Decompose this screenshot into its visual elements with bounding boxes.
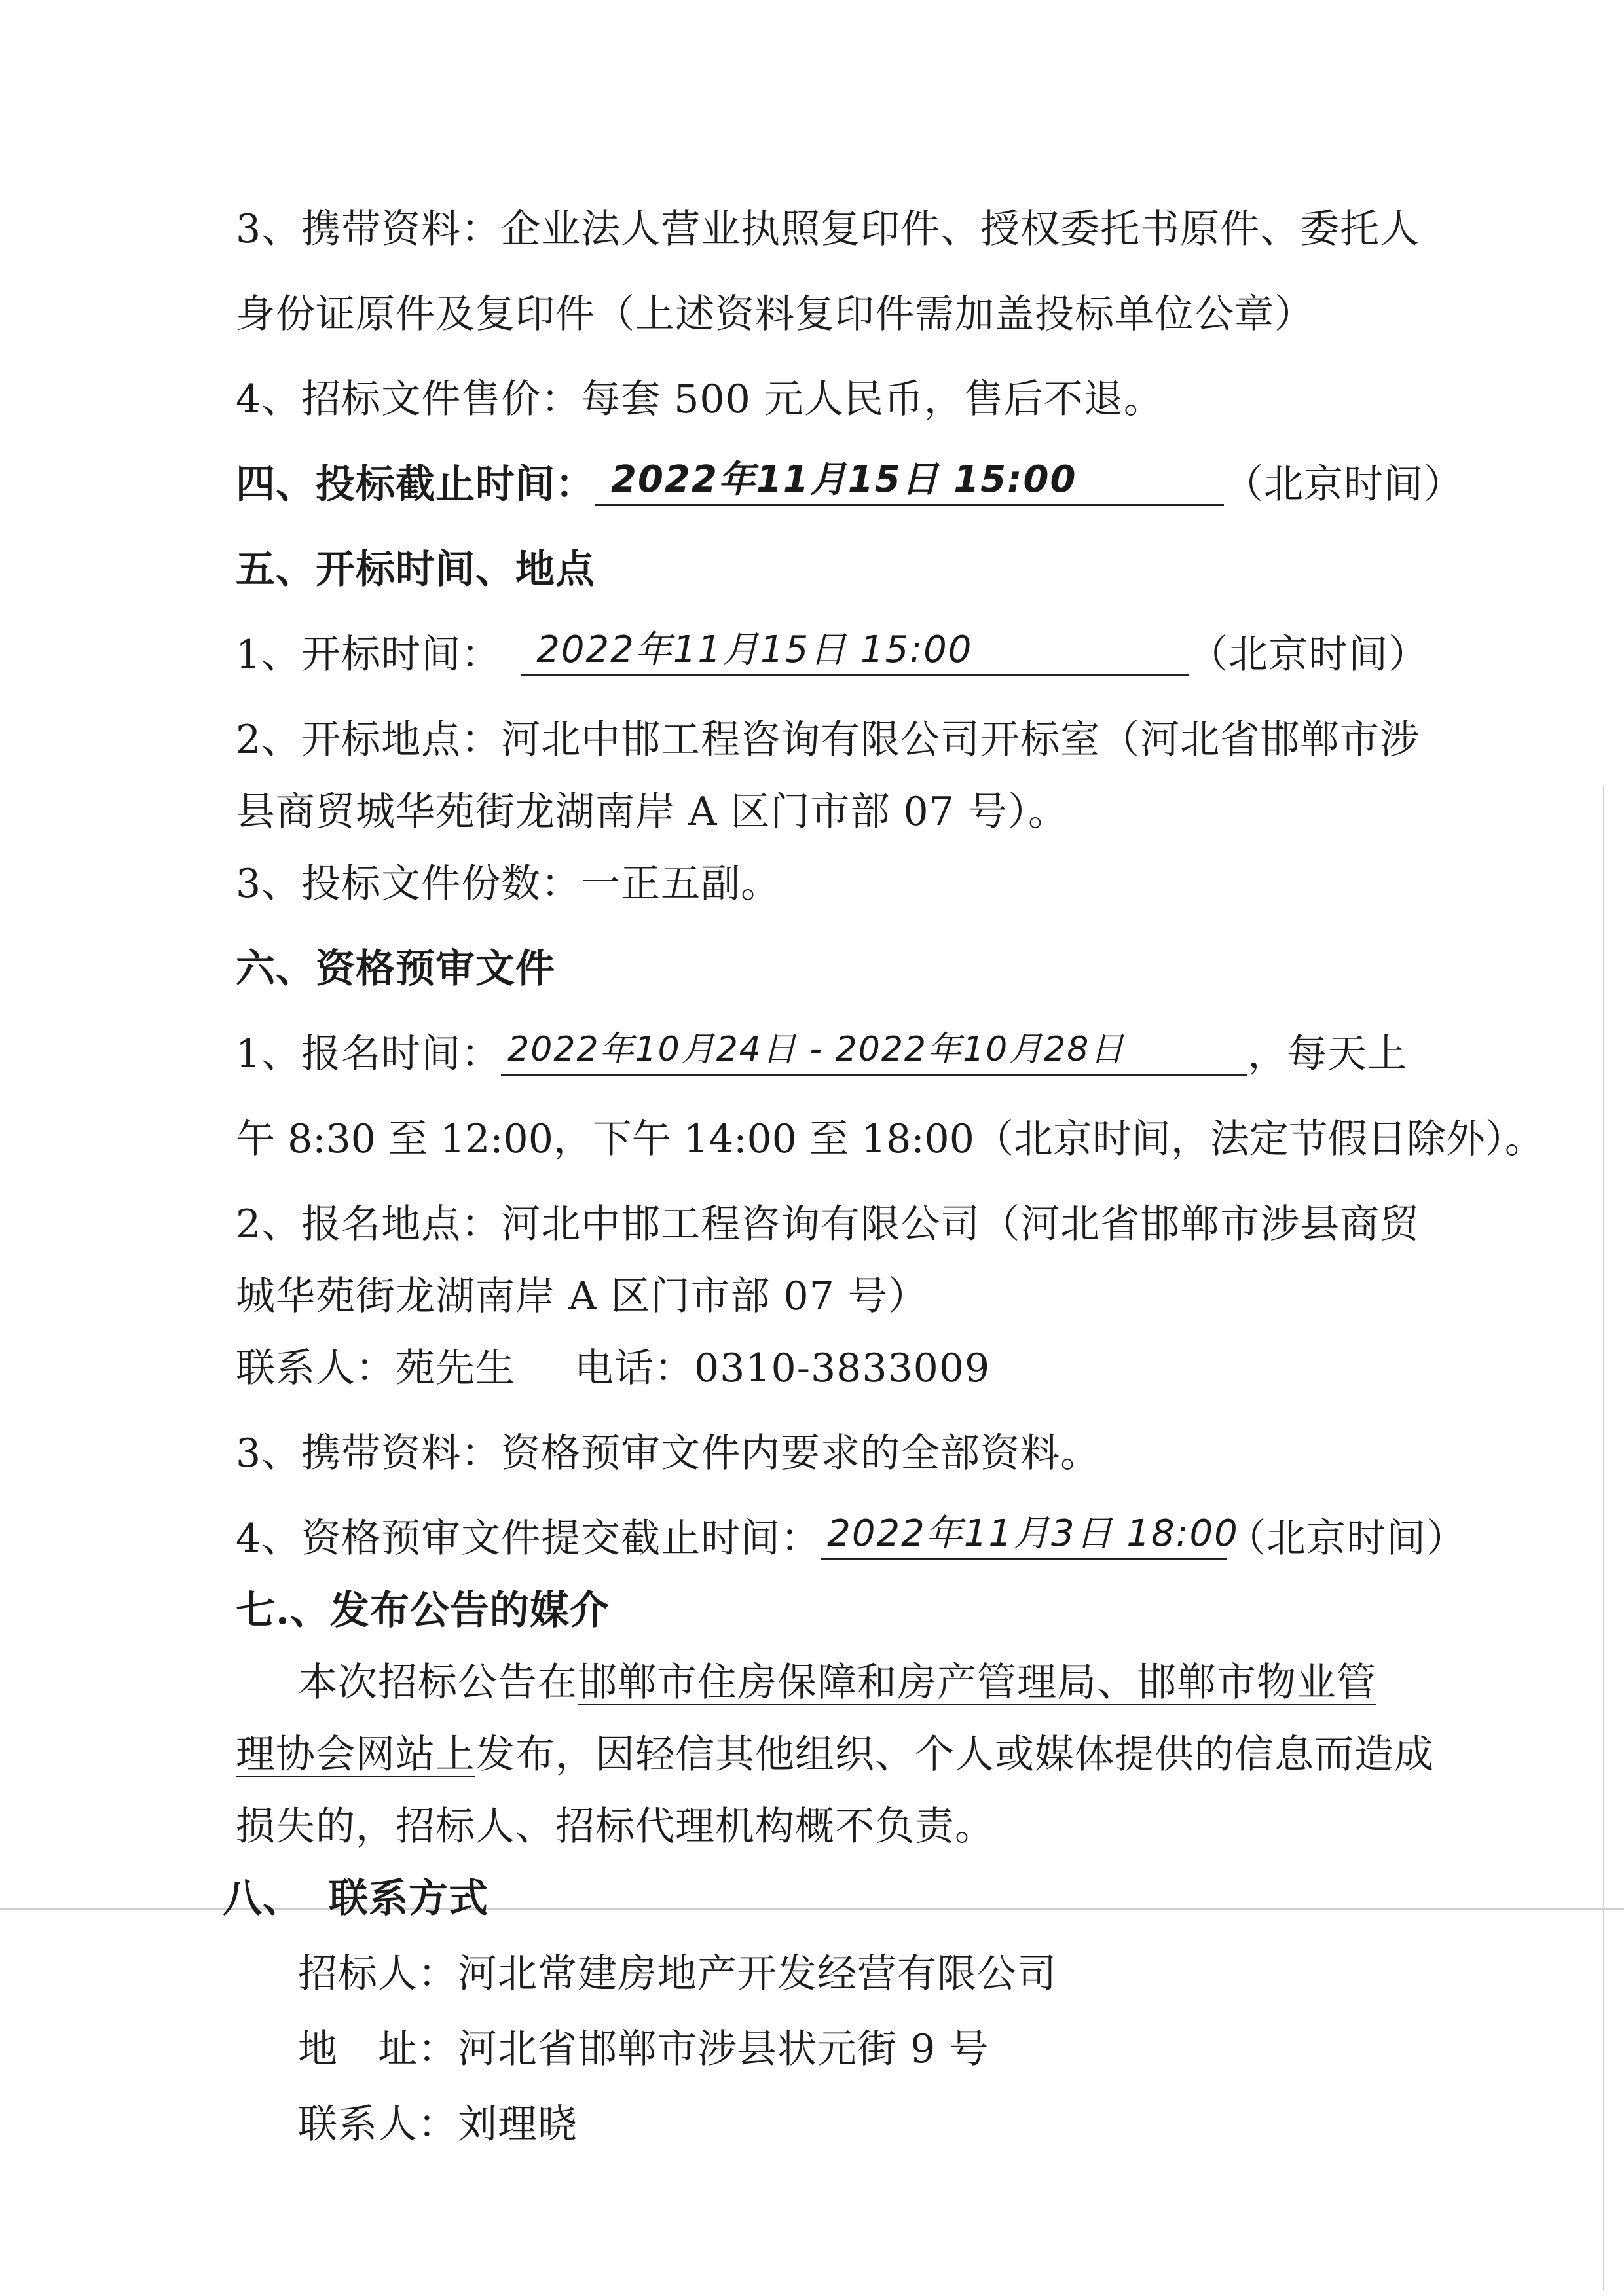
text-line bbox=[236, 1512, 1466, 1565]
section-heading-8 bbox=[223, 1872, 489, 1925]
text-line bbox=[236, 1728, 1434, 1781]
text-line: 2、开标地点：河北中邯工程咨询有限公司开标室（河北省邯郸市涉 bbox=[236, 717, 1420, 763]
handwritten-fill bbox=[595, 458, 1224, 506]
handwritten-registration-time: 2022年10月24日 - 2022年10月28日 bbox=[507, 1030, 1126, 1069]
section-heading-5: 五、开标时间、地点 bbox=[236, 547, 595, 592]
registration-time-label: 1、报名时间： bbox=[236, 1031, 502, 1077]
text-line: 4、招标文件售价：每套 500 元人民币，售后不退。 bbox=[236, 376, 1164, 422]
handwritten-fill bbox=[521, 629, 1189, 676]
section-number: 八、 bbox=[223, 1876, 303, 1922]
beijing-time-note: （北京时间） bbox=[1224, 462, 1464, 507]
text-line bbox=[236, 629, 1428, 681]
text-line: 招标人：河北常建房地产开发经营有限公司 bbox=[298, 1951, 1057, 1997]
text-line: 3、携带资料：资格预审文件内要求的全部资料。 bbox=[236, 1430, 1101, 1476]
text-line: 3、携带资料：企业法人营业执照复印件、授权委托书原件、委托人 bbox=[236, 206, 1420, 252]
text-line: 损失的，招标人、招标代理机构概不负责。 bbox=[236, 1804, 995, 1850]
submission-deadline-label: 4、资格预审文件提交截止时间： bbox=[236, 1516, 821, 1561]
text-line: 联系人：刘理晓 bbox=[298, 2102, 578, 2147]
announcement-disclaimer: 发布，因轻信其他组织、个人或媒体提供的信息而造成 bbox=[475, 1732, 1434, 1777]
daily-note: ，每天上 bbox=[1247, 1031, 1408, 1077]
handwritten-opening-time: 2022年11月15日 15:00 bbox=[536, 629, 973, 671]
handwritten-fill bbox=[501, 1028, 1247, 1076]
text-line: 3、投标文件份数：一正五副。 bbox=[236, 861, 781, 907]
handwritten-submission-deadline: 2022年11月3日 18:00 bbox=[827, 1512, 1239, 1555]
text-line bbox=[236, 1342, 990, 1394]
handwritten-fill bbox=[821, 1512, 1239, 1560]
text-line: 地 址：河北省邯郸市涉县状元街 9 号 bbox=[298, 2026, 989, 2072]
text-line: 身份证原件及复印件（上述资料复印件需加盖投标单位公章） bbox=[236, 291, 1314, 337]
underlined-media-names: 理协会网站上 bbox=[236, 1732, 475, 1777]
text-line bbox=[236, 1028, 1407, 1080]
opening-time-label: 1、开标时间： bbox=[236, 632, 502, 678]
section-heading-7: 七.、发布公告的媒介 bbox=[236, 1588, 610, 1633]
announcement-prefix: 本次招标公告在 bbox=[298, 1660, 578, 1705]
section-title: 联系方式 bbox=[329, 1876, 489, 1922]
bid-deadline-label: 四、投标截止时间： bbox=[236, 462, 595, 507]
text-line: 午 8:30 至 12:00，下午 14:00 至 18:00（北京时间，法定节假日除外）。 bbox=[236, 1116, 1544, 1162]
beijing-time-note: （北京时间） bbox=[1227, 1516, 1467, 1561]
scan-edge-line bbox=[1603, 786, 1604, 2291]
section-heading-6: 六、资格预审文件 bbox=[236, 946, 555, 992]
underlined-media-names: 邯郸市住房保障和房产管理局、邯郸市物业管 bbox=[578, 1660, 1376, 1705]
text-line bbox=[298, 1656, 1376, 1709]
contact-person: 联系人：苑先生 bbox=[236, 1345, 515, 1391]
section-heading-4 bbox=[236, 458, 1464, 511]
text-line: 城华苑街龙湖南岸 A 区门市部 07 号） bbox=[236, 1273, 928, 1319]
beijing-time-note: （北京时间） bbox=[1189, 632, 1429, 678]
text-line: 县商贸城华苑街龙湖南岸 A 区门市部 07 号）。 bbox=[236, 789, 1068, 835]
contact-phone: 电话：0310-3833009 bbox=[574, 1345, 991, 1391]
text-line: 2、报名地点：河北中邯工程咨询有限公司（河北省邯郸市涉县商贸 bbox=[236, 1201, 1420, 1247]
handwritten-bid-deadline: 2022年11月15日 15:00 bbox=[611, 458, 1077, 501]
